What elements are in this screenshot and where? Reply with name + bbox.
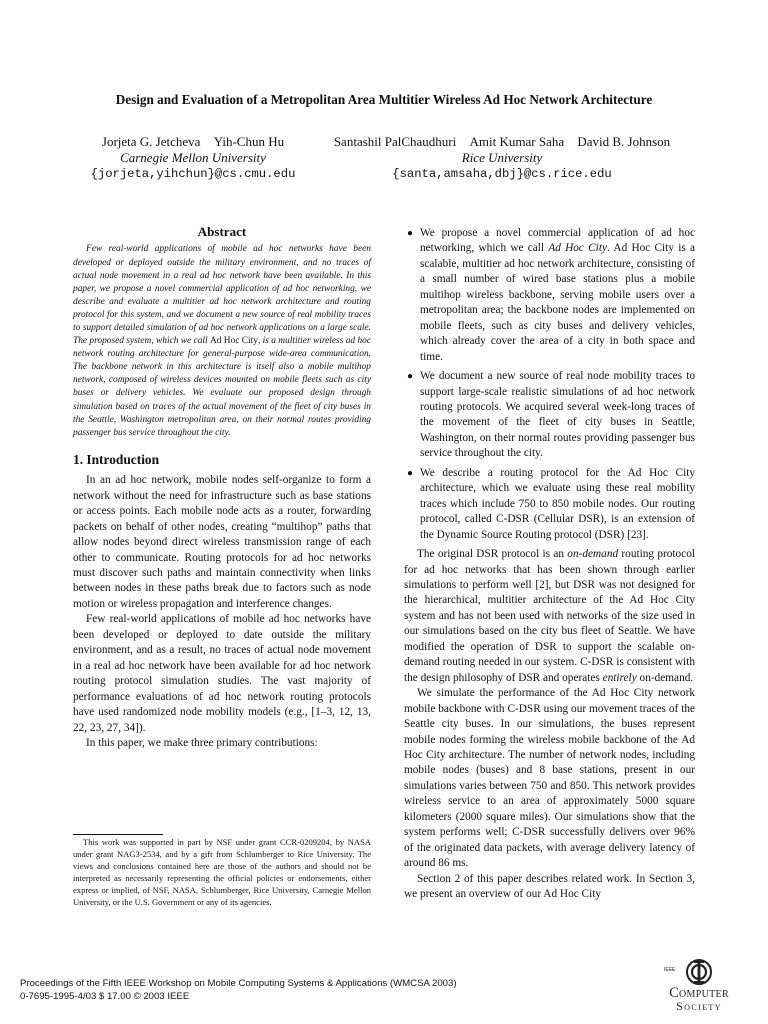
abstract-text-2: , is a multitier wireless ad hoc network routing architecture for general-purpose wide-area communication. The backbone network in this architecture is itself also a mobile multihop network, composed of wireless devices mounted on mobile fleets such as city buses or delivery vehicles. We evaluate our proposed design through simulation based on traces of the actual movement of the fleet of city buses in the Seattle, Washington metropolitan area, on their normal routes providing passenger bus service throughout the city. xyxy=(73,336,371,438)
section-heading-introduction: 1. Introduction xyxy=(73,451,160,467)
contribution-1-emphasis: Ad Hoc City xyxy=(548,242,607,255)
footnote-divider xyxy=(73,834,163,835)
bullet-icon: ● xyxy=(407,228,414,239)
paper-title: Design and Evaluation of a Metropolitan Area Multitier Wireless Ad Hoc Network Architecture xyxy=(115,92,653,107)
logo-line-1: Computer xyxy=(669,985,729,1001)
body-p1-text-a: The original DSR protocol is an xyxy=(417,548,568,561)
logo-ieee-tag: IEEE xyxy=(664,967,676,973)
abstract-heading: Abstract xyxy=(197,224,247,239)
right-column xyxy=(404,226,695,902)
list-item xyxy=(404,466,695,543)
email-right: {santa,amsaha,dbj}@cs.rice.edu xyxy=(392,167,612,181)
contribution-1-text-b: . Ad Hoc City is a scalable, multitier ad hoc network architecture, consisting of a small number of wired base stations plus a mobile multihop wireless backbone, serving mobile users over a metropolitan area; the backbone nodes are implemented on mobile fleets, such as city buses and delivery vehicles, which already cover the area of a city in both space and time. xyxy=(420,242,695,363)
affiliation-left: Carnegie Mellon University xyxy=(120,150,266,165)
author-names-right xyxy=(308,134,696,150)
author-name: Jorjeta G. Jetcheva xyxy=(101,134,201,149)
intro-paragraph-2: Few real-world applications of mobile ad hoc networks have been developed or deployed to date outside the military environment, and as a result, no traces of actual node movement in a real ad hoc network have been available for ad hoc network routing protocol simulation studies. The vast majority of performance evaluations of ad hoc network routing protocols have used randomized node mobility models (e.g., [1–3, 12, 13, 22, 23, 27, 34]). xyxy=(73,613,371,734)
body-paragraph-1 xyxy=(404,547,695,686)
contribution-2-text: We document a new source of real node mobility traces to support large-scale realistic simulations of ad hoc network routing protocols. We acquired several week-long traces of the movement of the fleet of city buses in Seattle, Washington, on their normal routes providing passenger bus service throughout the city. xyxy=(420,370,695,460)
abstract-system-name: Ad Hoc City xyxy=(209,336,258,347)
body-p1-emphasis-1: on-demand xyxy=(567,548,619,561)
bullet-icon: ● xyxy=(407,371,414,383)
ieee-emblem-icon xyxy=(684,958,714,986)
intro-paragraph-3: In this paper, we make three primary contributions: xyxy=(86,737,318,750)
author-names-left xyxy=(62,134,324,150)
author-name: David B. Johnson xyxy=(577,134,671,149)
intro-paragraph-1: In an ad hoc network, mobile nodes self-organize to form a network without the need for infrastructure such as base stations or access points. Each mobile node acts as a router, forwarding packets on behalf of other nodes, creating “multihop” paths that allow nodes beyond direct wireless transmission range of each other to communicate. Routing protocols for ad hoc networks must discover such paths and maintain connectivity when links between nodes in these paths break due to factors such as node motion or wireless propagation and interference changes. xyxy=(73,474,371,610)
body-p1-text-c: on-demand. xyxy=(636,671,694,684)
logo-line-2: Society xyxy=(676,999,722,1013)
footnote: This work was supported in part by NSF under grant CCR-0209204, by NASA under grant NAG3-2534, and by a gift from Schlumberger to Rice University. The views and conclusions contained here are those of the authors and should not be interpreted as necessarily representing the official policies or endorsements, either express or implied, of NSF, NASA, Schlumberger, Rice University, Carnegie Mellon University, or the U.S. Government or any of its agencies. xyxy=(73,837,371,907)
email-left: {jorjeta,yihchun}@cs.cmu.edu xyxy=(90,167,296,181)
footer-proceedings: Proceedings of the Fifth IEEE Workshop on Mobile Computing Systems & Applications (WMCSA 2003) xyxy=(20,978,457,989)
abstract-body xyxy=(73,243,371,439)
contribution-1-text-a: We propose a novel commercial application of ad hoc networking, which we call xyxy=(420,227,695,255)
author-name: Amit Kumar Saha xyxy=(469,134,565,149)
body-paragraph-2: We simulate the performance of the Ad Hoc City network mobile backbone with C-DSR using our movement traces of the Seattle city buses. In our simulations, the buses represent mobile nodes forming the wireless mobile backbone of the Ad Hoc City architecture. The number of network nodes, including mobile nodes (buses) and 8 base stations, present in our simulations varies between 750 and 850. This network provides wireless service to an area of approximately 5000 square kilometers (2000 square miles). Our simulations show that the system performs well; C-DSR successfully delivers over 96% of the originated data packets, with average delivery latency of around 86 ms. xyxy=(404,687,695,870)
author-name: Yih-Chun Hu xyxy=(213,134,285,149)
list-item xyxy=(404,369,695,462)
list-item xyxy=(404,226,695,365)
contribution-3-text: We describe a routing protocol for the Ad Hoc City architecture, which we evaluate using these real mobility traces which include 750 to 850 mobile nodes. Our routing protocol, called C-DSR (Cellular DSR), is an extension of the Dynamic Source Routing protocol (DSR) [23]. xyxy=(420,466,695,541)
author-block-left xyxy=(62,134,324,182)
ieee-computer-society-logo xyxy=(658,958,740,1013)
body-paragraph-3: Section 2 of this paper describes related work. In Section 3, we present an overview of our Ad Hoc City xyxy=(404,872,695,901)
abstract-text-1: Few real-world applications of mobile ad hoc networks have been developed or deployed outside the military environment, and no traces of actual node movement in a real ad hoc network have been available. In this paper, we propose a novel commercial application of ad hoc networking, we describe and evaluate a multitier ad hoc network architecture and routing protocol for this system, and we document a new source of real mobility traces to support detailed simulation of ad hoc network applications on a large scale. The proposed system, which we call xyxy=(73,244,371,347)
contributions-list xyxy=(404,226,695,543)
bullet-icon: ● xyxy=(407,467,414,479)
left-column xyxy=(73,224,371,751)
footer-copyright: 0-7695-1995-4/03 $ 17.00 © 2003 IEEE xyxy=(20,991,190,1002)
author-block-right xyxy=(308,134,696,182)
body-p1-emphasis-2: entirely xyxy=(602,671,637,684)
author-name: Santashil PalChaudhuri xyxy=(333,134,457,149)
page-footer xyxy=(20,977,640,1003)
body-p1-text-b: routing protocol for ad hoc networks that has been shown through earlier simulations to perform well [2], but DSR was not designed for the hierarchical, multitier architecture of the Ad Hoc City system and has not been used with networks of the size used in our simulations based on the city bus fleet of Seattle. We have modified the operation of DSR to support the scalable on-demand routing needed in our system. C-DSR is consistent with the design philosophy of DSR and operates xyxy=(404,548,695,684)
affiliation-right: Rice University xyxy=(461,150,543,165)
